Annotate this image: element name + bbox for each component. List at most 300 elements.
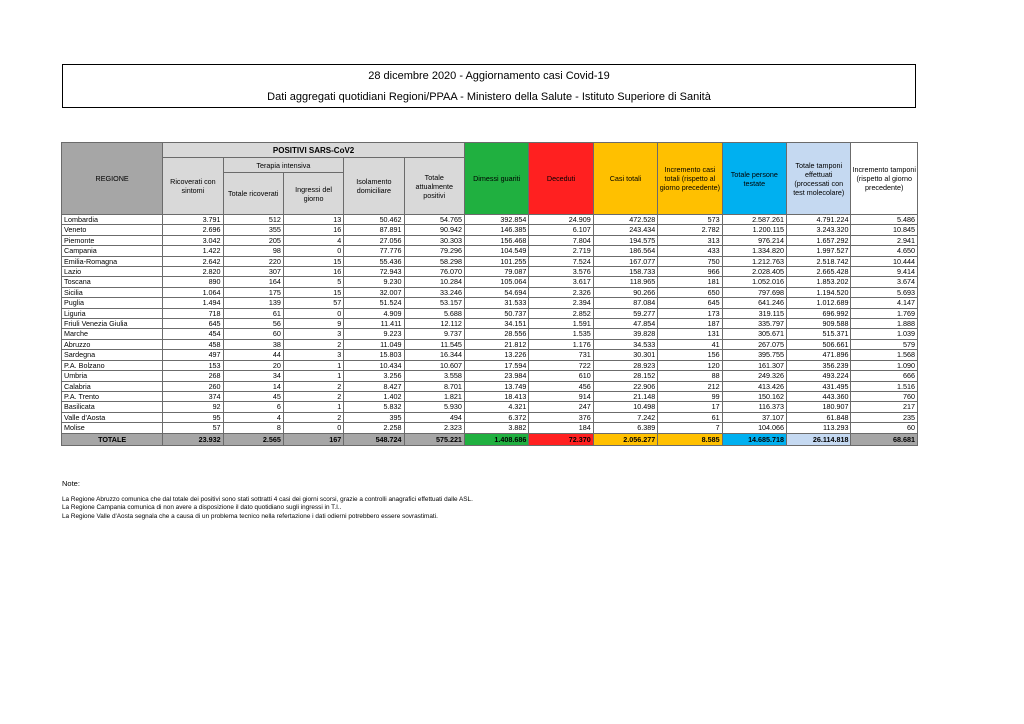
cell-totale-positivi: 30.303 — [404, 235, 464, 245]
cell-incremento-tamponi: 1.888 — [851, 319, 918, 329]
cell-ricoverati: 645 — [163, 319, 223, 329]
cell-ingressi: 1 — [283, 371, 343, 381]
cell-region-name: Sardegna — [62, 350, 163, 360]
cell-dimessi: 50.737 — [464, 308, 528, 318]
cell-ricoverati: 92 — [163, 402, 223, 412]
cell-ingressi: 2 — [283, 381, 343, 391]
cell-incremento-tamponi: 9.414 — [851, 267, 918, 277]
cell-tamponi: 471.896 — [787, 350, 851, 360]
cell-casi-totali: 10.498 — [593, 402, 657, 412]
table-row — [62, 329, 918, 339]
cell-isolamento: 395 — [344, 412, 404, 422]
cell-incremento-tamponi: 10.845 — [851, 225, 918, 235]
cell-persone-testate: 14.685.718 — [722, 433, 786, 445]
cell-isolamento: 32.007 — [344, 287, 404, 297]
cell-region-name: Sicilia — [62, 287, 163, 297]
cell-ingressi: 1 — [283, 402, 343, 412]
report-date-title: 28 dicembre 2020 - Aggiornamento casi Covid-19 — [368, 70, 610, 82]
cell-deceduti: 72.370 — [529, 433, 593, 445]
cell-tamponi: 1.853.202 — [787, 277, 851, 287]
cell-casi-totali: 28.152 — [593, 371, 657, 381]
cell-incremento-tamponi: 5.693 — [851, 287, 918, 297]
cell-totale-ricoverati: 307 — [223, 267, 283, 277]
cell-incremento-tamponi: 1.090 — [851, 360, 918, 370]
cell-deceduti: 3.576 — [529, 267, 593, 277]
cell-persone-testate: 413.426 — [722, 381, 786, 391]
cell-tamponi: 113.293 — [787, 423, 851, 433]
cell-region-name: Lombardia — [62, 215, 163, 225]
cell-region-name: Abruzzo — [62, 339, 163, 349]
cell-totale-positivi: 79.296 — [404, 246, 464, 256]
cell-totale-ricoverati: 44 — [223, 350, 283, 360]
cell-incremento-tamponi: 2.941 — [851, 235, 918, 245]
cell-casi-totali: 28.923 — [593, 360, 657, 370]
cell-casi-totali: 21.148 — [593, 391, 657, 401]
cell-totale-ricoverati: 45 — [223, 391, 283, 401]
cell-isolamento: 9.230 — [344, 277, 404, 287]
cell-dimessi: 18.413 — [464, 391, 528, 401]
cell-totale-ricoverati: 512 — [223, 215, 283, 225]
cell-ricoverati: 95 — [163, 412, 223, 422]
cell-persone-testate: 641.246 — [722, 298, 786, 308]
cell-ricoverati: 2.642 — [163, 256, 223, 266]
table-row — [62, 308, 918, 318]
table-row — [62, 287, 918, 297]
cell-totale-ricoverati: 355 — [223, 225, 283, 235]
cell-ingressi: 1 — [283, 360, 343, 370]
cell-casi-totali: 87.084 — [593, 298, 657, 308]
cell-persone-testate: 1.212.763 — [722, 256, 786, 266]
table-row — [62, 298, 918, 308]
cell-region-name: Campania — [62, 246, 163, 256]
table-row — [62, 256, 918, 266]
cell-totale-ricoverati: 139 — [223, 298, 283, 308]
cell-incremento-casi: 750 — [658, 256, 722, 266]
cell-persone-testate: 1.052.016 — [722, 277, 786, 287]
cell-totale-positivi: 5.930 — [404, 402, 464, 412]
cell-incremento-tamponi: 235 — [851, 412, 918, 422]
cell-totale-positivi: 1.821 — [404, 391, 464, 401]
cell-ricoverati: 374 — [163, 391, 223, 401]
cell-persone-testate: 797.698 — [722, 287, 786, 297]
cell-totale-positivi: 53.157 — [404, 298, 464, 308]
cell-ricoverati: 497 — [163, 350, 223, 360]
cell-totale-ricoverati: 61 — [223, 308, 283, 318]
cell-isolamento: 55.436 — [344, 256, 404, 266]
cell-dimessi: 28.556 — [464, 329, 528, 339]
cell-tamponi: 2.665.428 — [787, 267, 851, 277]
table-row — [62, 339, 918, 349]
cell-casi-totali: 472.528 — [593, 215, 657, 225]
cell-incremento-tamponi: 3.674 — [851, 277, 918, 287]
cell-isolamento: 5.832 — [344, 402, 404, 412]
cell-incremento-casi: 2.782 — [658, 225, 722, 235]
cell-dimessi: 392.854 — [464, 215, 528, 225]
note-line: La Regione Campania comunica di non avere a disposizione il dato quotidiano sugli ingressi in T.I.. — [62, 504, 342, 512]
cell-persone-testate: 2.587.261 — [722, 215, 786, 225]
cell-casi-totali: 194.575 — [593, 235, 657, 245]
cell-casi-totali: 30.301 — [593, 350, 657, 360]
table-row — [62, 235, 918, 245]
cell-dimessi: 104.549 — [464, 246, 528, 256]
cell-totale-positivi: 58.298 — [404, 256, 464, 266]
cell-deceduti: 7.524 — [529, 256, 593, 266]
table-row — [62, 360, 918, 370]
cell-dimessi: 6.372 — [464, 412, 528, 422]
cell-tamponi: 696.992 — [787, 308, 851, 318]
cell-ingressi: 9 — [283, 319, 343, 329]
cell-incremento-tamponi: 68.681 — [851, 433, 918, 445]
cell-casi-totali: 22.906 — [593, 381, 657, 391]
cell-casi-totali: 2.056.277 — [593, 433, 657, 445]
cell-isolamento: 4.909 — [344, 308, 404, 318]
cell-ingressi: 4 — [283, 235, 343, 245]
cell-ricoverati: 454 — [163, 329, 223, 339]
header-ingressi-giorno: Ingressi del giorno — [283, 173, 343, 215]
table-row — [62, 246, 918, 256]
notes-section — [62, 480, 473, 521]
table-row — [62, 402, 918, 412]
cell-totale-positivi: 90.942 — [404, 225, 464, 235]
cell-region-name: Friuli Venezia Giulia — [62, 319, 163, 329]
cell-totale-ricoverati: 60 — [223, 329, 283, 339]
cell-incremento-casi: 650 — [658, 287, 722, 297]
cell-incremento-tamponi: 579 — [851, 339, 918, 349]
cell-totale-ricoverati: 4 — [223, 412, 283, 422]
cell-totale-ricoverati: 205 — [223, 235, 283, 245]
cell-dimessi: 3.882 — [464, 423, 528, 433]
cell-tamponi: 1.997.527 — [787, 246, 851, 256]
cell-incremento-casi: 313 — [658, 235, 722, 245]
cell-dimessi: 105.064 — [464, 277, 528, 287]
cell-tamponi: 909.588 — [787, 319, 851, 329]
cell-deceduti: 914 — [529, 391, 593, 401]
cell-persone-testate: 335.797 — [722, 319, 786, 329]
table-row — [62, 391, 918, 401]
table-row — [62, 267, 918, 277]
cell-isolamento: 2.258 — [344, 423, 404, 433]
cell-region-name: Basilicata — [62, 402, 163, 412]
cell-casi-totali: 90.266 — [593, 287, 657, 297]
cell-tamponi: 431.495 — [787, 381, 851, 391]
cell-incremento-casi: 433 — [658, 246, 722, 256]
cell-totale-ricoverati: 38 — [223, 339, 283, 349]
cell-totale-positivi: 8.701 — [404, 381, 464, 391]
cell-region-name: Veneto — [62, 225, 163, 235]
cell-dimessi: 13.749 — [464, 381, 528, 391]
cell-tamponi: 443.360 — [787, 391, 851, 401]
cell-ricoverati: 718 — [163, 308, 223, 318]
cell-totale-ricoverati: 164 — [223, 277, 283, 287]
cell-isolamento: 548.724 — [344, 433, 404, 445]
cell-isolamento: 8.427 — [344, 381, 404, 391]
cell-incremento-tamponi: 4.650 — [851, 246, 918, 256]
cell-incremento-tamponi: 60 — [851, 423, 918, 433]
header-casi-totali: Casi totali — [593, 143, 657, 215]
cell-totale-ricoverati: 34 — [223, 371, 283, 381]
header-persone-testate: Totale persone testate — [722, 143, 786, 215]
cell-casi-totali: 167.077 — [593, 256, 657, 266]
cell-deceduti: 2.326 — [529, 287, 593, 297]
cell-ingressi: 167 — [283, 433, 343, 445]
cell-totale-positivi: 12.112 — [404, 319, 464, 329]
cell-isolamento: 1.402 — [344, 391, 404, 401]
cell-dimessi: 54.694 — [464, 287, 528, 297]
cell-persone-testate: 1.200.115 — [722, 225, 786, 235]
cell-incremento-casi: 173 — [658, 308, 722, 318]
cell-ricoverati: 268 — [163, 371, 223, 381]
cell-persone-testate: 37.107 — [722, 412, 786, 422]
cell-ingressi: 2 — [283, 339, 343, 349]
cell-casi-totali: 186.564 — [593, 246, 657, 256]
cell-deceduti: 722 — [529, 360, 593, 370]
cell-dimessi: 17.594 — [464, 360, 528, 370]
cell-persone-testate: 267.075 — [722, 339, 786, 349]
cell-incremento-casi: 8.585 — [658, 433, 722, 445]
cell-incremento-casi: 187 — [658, 319, 722, 329]
header-tamponi: Totale tamponi effettuati (processati con test molecolare) — [787, 143, 851, 215]
cell-casi-totali: 158.733 — [593, 267, 657, 277]
table-row — [62, 381, 918, 391]
cell-dimessi: 21.812 — [464, 339, 528, 349]
cell-totale-positivi: 575.221 — [404, 433, 464, 445]
cell-ricoverati: 890 — [163, 277, 223, 287]
cell-totale-positivi: 76.070 — [404, 267, 464, 277]
cell-incremento-casi: 17 — [658, 402, 722, 412]
cell-ingressi: 2 — [283, 391, 343, 401]
cell-totale-positivi: 54.765 — [404, 215, 464, 225]
cell-ricoverati: 1.064 — [163, 287, 223, 297]
cell-totale-ricoverati: 175 — [223, 287, 283, 297]
cell-casi-totali: 39.828 — [593, 329, 657, 339]
cell-ingressi: 0 — [283, 308, 343, 318]
cell-totale-positivi: 2.323 — [404, 423, 464, 433]
cell-ingressi: 3 — [283, 350, 343, 360]
cell-ricoverati: 1.422 — [163, 246, 223, 256]
cell-totale-ricoverati: 220 — [223, 256, 283, 266]
cell-ricoverati: 2.696 — [163, 225, 223, 235]
cell-persone-testate: 161.307 — [722, 360, 786, 370]
cell-dimessi: 4.321 — [464, 402, 528, 412]
cell-incremento-casi: 212 — [658, 381, 722, 391]
header-isolamento: Isolamento domiciliare — [344, 158, 404, 215]
cell-persone-testate: 116.373 — [722, 402, 786, 412]
cell-dimessi: 79.087 — [464, 267, 528, 277]
cell-totale-positivi: 10.284 — [404, 277, 464, 287]
cell-tamponi: 26.114.818 — [787, 433, 851, 445]
table-row — [62, 215, 918, 225]
cell-persone-testate: 249.326 — [722, 371, 786, 381]
cell-deceduti: 376 — [529, 412, 593, 422]
cell-dimessi: 156.468 — [464, 235, 528, 245]
header-positivi: POSITIVI SARS-CoV2 — [163, 143, 465, 158]
cell-ingressi: 5 — [283, 277, 343, 287]
cell-persone-testate: 2.028.405 — [722, 267, 786, 277]
cell-tamponi: 506.661 — [787, 339, 851, 349]
note-line: La Regione Abruzzo comunica che dal totale dei positivi sono stati sottratti 4 casi dei giorni scorsi, grazie a controlli anagrafici effettuati dalle ASL. — [62, 495, 473, 503]
cell-dimessi: 146.385 — [464, 225, 528, 235]
cell-incremento-tamponi: 760 — [851, 391, 918, 401]
cell-deceduti: 7.804 — [529, 235, 593, 245]
cell-incremento-casi: 645 — [658, 298, 722, 308]
cell-ricoverati: 23.932 — [163, 433, 223, 445]
cell-casi-totali: 34.533 — [593, 339, 657, 349]
header-terapia-intensiva: Terapia intensiva — [223, 158, 344, 173]
cell-dimessi: 101.255 — [464, 256, 528, 266]
cell-region-name: Piemonte — [62, 235, 163, 245]
cell-deceduti: 2.719 — [529, 246, 593, 256]
cell-totale-positivi: 16.344 — [404, 350, 464, 360]
cell-incremento-casi: 120 — [658, 360, 722, 370]
cell-region-name: Calabria — [62, 381, 163, 391]
cell-incremento-casi: 41 — [658, 339, 722, 349]
report-title-box — [62, 64, 916, 108]
cell-region-name: Liguria — [62, 308, 163, 318]
cell-ingressi: 15 — [283, 287, 343, 297]
cell-persone-testate: 395.755 — [722, 350, 786, 360]
cell-ingressi: 57 — [283, 298, 343, 308]
cell-totale-ricoverati: 98 — [223, 246, 283, 256]
cell-incremento-casi: 573 — [658, 215, 722, 225]
cell-totale-positivi: 33.246 — [404, 287, 464, 297]
cell-ingressi: 2 — [283, 412, 343, 422]
cell-casi-totali: 6.389 — [593, 423, 657, 433]
cell-tamponi: 3.243.320 — [787, 225, 851, 235]
cell-region-name: P.A. Trento — [62, 391, 163, 401]
cell-region-name: Valle d'Aosta — [62, 412, 163, 422]
cell-deceduti: 3.617 — [529, 277, 593, 287]
cell-isolamento: 9.223 — [344, 329, 404, 339]
cell-tamponi: 1.012.689 — [787, 298, 851, 308]
cell-persone-testate: 319.115 — [722, 308, 786, 318]
cell-isolamento: 27.056 — [344, 235, 404, 245]
cell-totale-ricoverati: 2.565 — [223, 433, 283, 445]
cell-totale-positivi: 9.737 — [404, 329, 464, 339]
cell-isolamento: 11.049 — [344, 339, 404, 349]
cell-deceduti: 1.591 — [529, 319, 593, 329]
cell-incremento-tamponi: 4.147 — [851, 298, 918, 308]
cell-ricoverati: 2.820 — [163, 267, 223, 277]
report-source-subtitle: Dati aggregati quotidiani Regioni/PPAA - Ministero della Salute - Istituto Superiore di Sanità — [267, 91, 711, 103]
table-row — [62, 412, 918, 422]
cell-ricoverati: 1.494 — [163, 298, 223, 308]
cell-totale-ricoverati: 8 — [223, 423, 283, 433]
cell-totale-ricoverati: 14 — [223, 381, 283, 391]
cell-ingressi: 16 — [283, 267, 343, 277]
cell-incremento-casi: 7 — [658, 423, 722, 433]
cell-region-name: Puglia — [62, 298, 163, 308]
cell-deceduti: 24.909 — [529, 215, 593, 225]
cell-incremento-casi: 966 — [658, 267, 722, 277]
table-row — [62, 423, 918, 433]
cell-totale-ricoverati: 6 — [223, 402, 283, 412]
cell-totale-ricoverati: 20 — [223, 360, 283, 370]
table-body — [62, 215, 918, 446]
cell-incremento-tamponi: 1.769 — [851, 308, 918, 318]
cell-deceduti: 1.176 — [529, 339, 593, 349]
table-row — [62, 225, 918, 235]
table-row — [62, 350, 918, 360]
cell-totale-positivi: 11.545 — [404, 339, 464, 349]
cell-incremento-casi: 88 — [658, 371, 722, 381]
cell-incremento-tamponi: 217 — [851, 402, 918, 412]
cell-isolamento: 87.891 — [344, 225, 404, 235]
cell-region-name: Toscana — [62, 277, 163, 287]
cell-persone-testate: 305.671 — [722, 329, 786, 339]
cell-incremento-casi: 131 — [658, 329, 722, 339]
header-totale-ricoverati: Totale ricoverati — [223, 173, 283, 215]
total-row — [62, 433, 918, 445]
cell-deceduti: 2.852 — [529, 308, 593, 318]
table-row — [62, 371, 918, 381]
cell-deceduti: 610 — [529, 371, 593, 381]
header-deceduti: Deceduti — [529, 143, 593, 215]
cell-tamponi: 515.371 — [787, 329, 851, 339]
cell-isolamento: 11.411 — [344, 319, 404, 329]
cell-isolamento: 3.256 — [344, 371, 404, 381]
cell-isolamento: 77.776 — [344, 246, 404, 256]
cell-casi-totali: 47.854 — [593, 319, 657, 329]
cell-deceduti: 6.107 — [529, 225, 593, 235]
cell-dimessi: 34.151 — [464, 319, 528, 329]
cell-region-name: Umbria — [62, 371, 163, 381]
cell-incremento-tamponi: 666 — [851, 371, 918, 381]
cell-region-name: Lazio — [62, 267, 163, 277]
cell-dimessi: 23.984 — [464, 371, 528, 381]
cell-totale-ricoverati: 56 — [223, 319, 283, 329]
cell-ricoverati: 153 — [163, 360, 223, 370]
cell-ingressi: 0 — [283, 423, 343, 433]
cell-tamponi: 4.791.224 — [787, 215, 851, 225]
header-ricoverati-sintomi: Ricoverati con sintomi — [163, 158, 223, 215]
table-row — [62, 319, 918, 329]
cell-tamponi: 180.907 — [787, 402, 851, 412]
cell-ricoverati: 260 — [163, 381, 223, 391]
cell-persone-testate: 104.066 — [722, 423, 786, 433]
cell-incremento-tamponi: 1.039 — [851, 329, 918, 339]
cell-ingressi: 13 — [283, 215, 343, 225]
cell-incremento-casi: 61 — [658, 412, 722, 422]
cell-tamponi: 1.657.292 — [787, 235, 851, 245]
note-line: La Regione Valle d'Aosta segnala che a causa di un problema tecnico nella refertazione i dati odierni potrebbero essere sovrastimati. — [62, 512, 438, 520]
cell-ingressi: 15 — [283, 256, 343, 266]
cell-tamponi: 2.518.742 — [787, 256, 851, 266]
cell-ingressi: 3 — [283, 329, 343, 339]
header-incremento-tamponi: Incremento tamponi (rispetto al giorno precedente) — [851, 143, 918, 215]
cell-dimessi: 13.226 — [464, 350, 528, 360]
cell-persone-testate: 150.162 — [722, 391, 786, 401]
cell-region-name: P.A. Bolzano — [62, 360, 163, 370]
cell-isolamento: 10.434 — [344, 360, 404, 370]
cell-tamponi: 61.848 — [787, 412, 851, 422]
cell-casi-totali: 7.242 — [593, 412, 657, 422]
cell-ricoverati: 458 — [163, 339, 223, 349]
cell-incremento-tamponi: 1.516 — [851, 381, 918, 391]
cell-deceduti: 1.535 — [529, 329, 593, 339]
header-totale-positivi: Totale attualmente positivi — [404, 158, 464, 215]
cell-tamponi: 1.194.520 — [787, 287, 851, 297]
cell-region-name: Molise — [62, 423, 163, 433]
cell-tamponi: 493.224 — [787, 371, 851, 381]
cell-casi-totali: 59.277 — [593, 308, 657, 318]
cell-deceduti: 184 — [529, 423, 593, 433]
cell-ingressi: 16 — [283, 225, 343, 235]
cell-region-name: Emilia-Romagna — [62, 256, 163, 266]
cell-casi-totali: 243.434 — [593, 225, 657, 235]
header-dimessi-guariti: Dimessi guariti — [464, 143, 528, 215]
cell-deceduti: 2.394 — [529, 298, 593, 308]
cell-isolamento: 50.462 — [344, 215, 404, 225]
